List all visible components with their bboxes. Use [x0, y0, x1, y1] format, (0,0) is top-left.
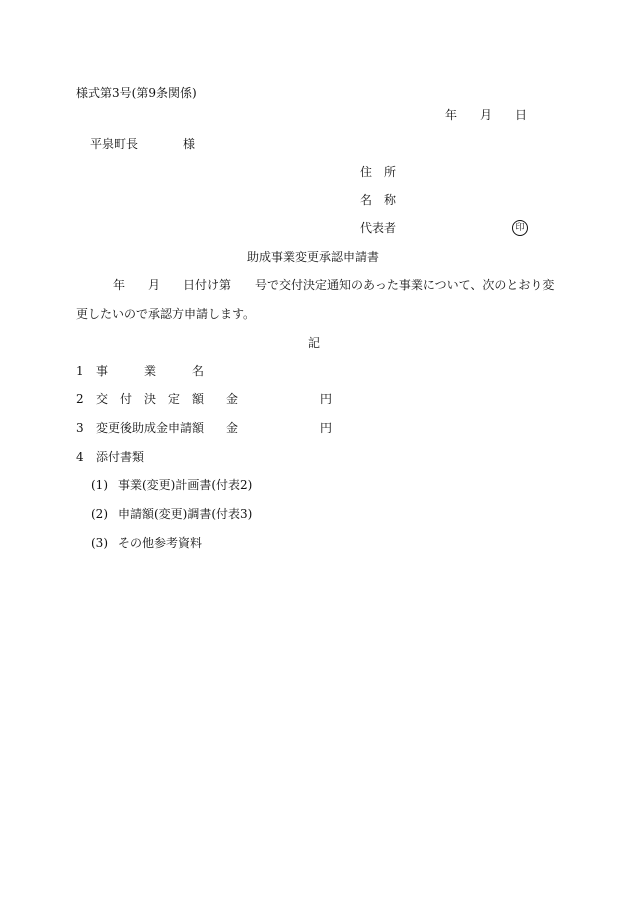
item-number: 3 — [76, 421, 84, 435]
body-month: 月 — [148, 278, 161, 292]
form-number: 様式第3号(第9条関係) — [76, 86, 197, 100]
representative-label: 代表者 — [360, 221, 397, 235]
addressee-honorific: 様 — [183, 137, 196, 151]
name-label: 名 称 — [360, 193, 397, 207]
item-currency: 金 — [226, 392, 239, 406]
ki-heading: 記 — [308, 336, 321, 350]
item-number: 4 — [76, 450, 84, 464]
attachment-number: (1) — [91, 478, 108, 492]
date-month: 月 — [480, 108, 493, 122]
date-year: 年 — [445, 108, 458, 122]
item-unit: 円 — [320, 392, 333, 406]
item-number: 1 — [76, 364, 84, 378]
item-currency: 金 — [226, 421, 239, 435]
body-line2: 更したいので承認方申請します。 — [76, 307, 256, 321]
seal-mark: 印 — [512, 220, 528, 236]
item-label: 変更後助成金申請額 — [96, 421, 205, 435]
item-label: 添付書類 — [96, 450, 145, 464]
date-day: 日 — [515, 108, 528, 122]
addressee-name: 平泉町長 — [90, 137, 139, 151]
attachment-number: (3) — [91, 536, 108, 550]
attachment-label: 事業(変更)計画書(付表2) — [118, 478, 253, 492]
item-label: 交 付 決 定 額 — [96, 392, 205, 406]
item-label: 事 業 名 — [96, 364, 205, 378]
body-year: 年 — [113, 278, 126, 292]
address-label: 住 所 — [360, 165, 397, 179]
body-line1-rest: 号で交付決定通知のあった事業について、次のとおり変 — [255, 278, 555, 292]
attachment-label: 申請額(変更)調書(付表3) — [118, 507, 253, 521]
document-title: 助成事業変更承認申請書 — [247, 250, 380, 264]
item-number: 2 — [76, 392, 84, 406]
item-unit: 円 — [320, 421, 333, 435]
attachment-label: その他参考資料 — [118, 536, 203, 550]
body-date-prefix: 日付け第 — [183, 278, 232, 292]
attachment-number: (2) — [91, 507, 108, 521]
